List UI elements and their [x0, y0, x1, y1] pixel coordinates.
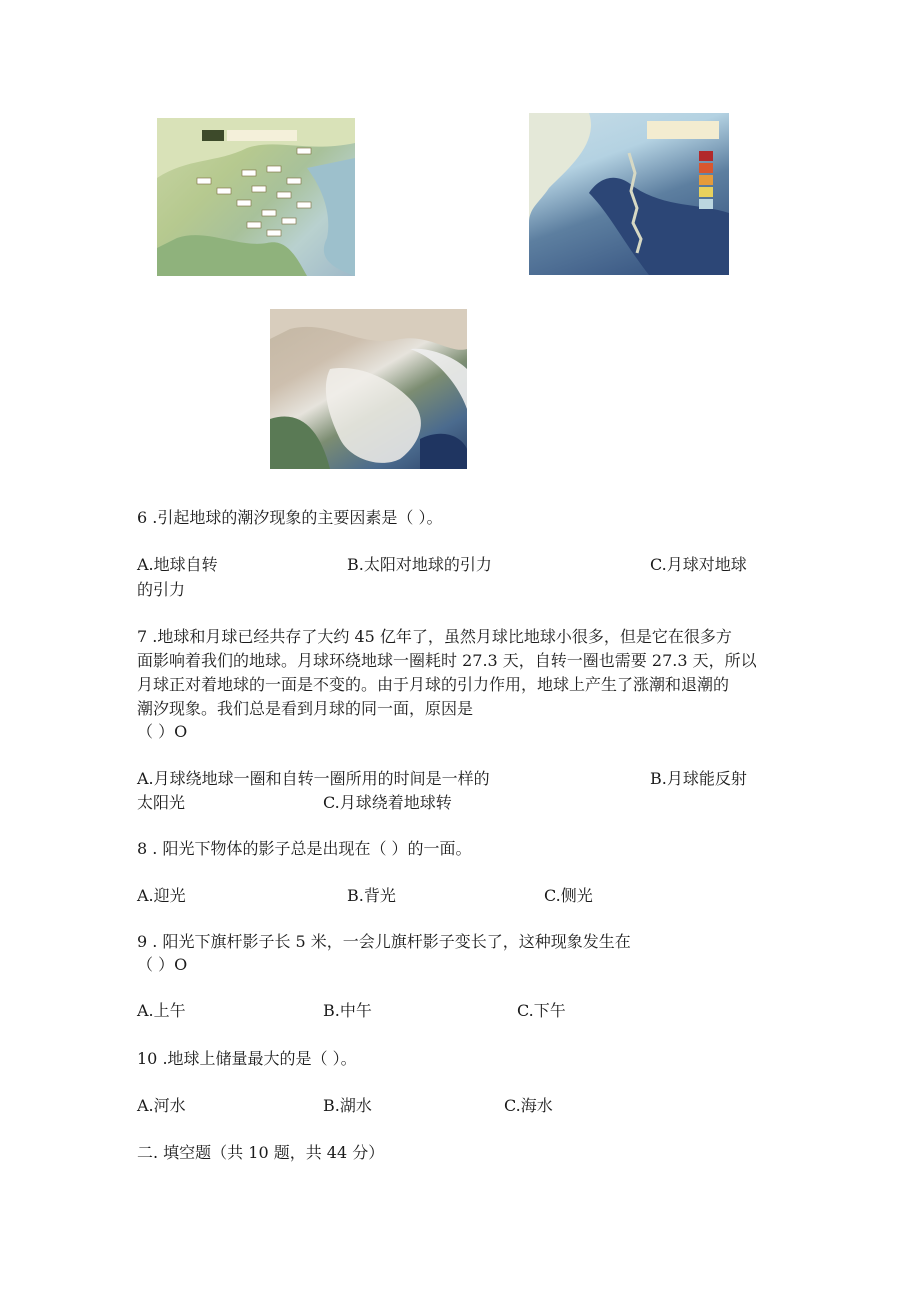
- ocean-map-drawing: [529, 113, 729, 275]
- question-10-stem: 10 .地球上储量最大的是（ ）。: [137, 1049, 357, 1068]
- question-6-option-c[interactable]: C.月球对地球: [650, 555, 747, 574]
- question-6-option-c-continued: 的引力: [137, 580, 186, 599]
- question-7-line-4: 潮汐现象。我们总是看到月球的同一面，原因是: [137, 699, 474, 718]
- question-10-option-c[interactable]: C.海水: [504, 1096, 553, 1115]
- question-7-line-1: 7 .地球和月球已经共存了大约 45 亿年了，虽然月球比地球小很多，但是它在很多方: [137, 627, 732, 646]
- question-8-stem: 8 . 阳光下物体的影子总是出现在（ ）的一面。: [137, 839, 472, 858]
- question-9-option-a[interactable]: A.上午: [137, 1001, 186, 1020]
- weather-map-drawing: [157, 118, 355, 276]
- question-8-option-b[interactable]: B.背光: [347, 886, 396, 905]
- question-6-option-a[interactable]: A.地球自转: [137, 555, 218, 574]
- question-6-stem: 6 .引起地球的潮汐现象的主要因素是（ ）。: [137, 508, 443, 527]
- question-8-option-a[interactable]: A.迎光: [137, 886, 186, 905]
- weather-forecast-map: [157, 118, 355, 276]
- question-7-line-2: 面影响着我们的地球。月球环绕地球一圈耗时 27.3 天，自转一圈也需要 27.3 天，所以: [137, 651, 757, 670]
- question-8-option-c[interactable]: C.侧光: [544, 886, 593, 905]
- question-10-option-a[interactable]: A.河水: [137, 1096, 186, 1115]
- question-7-option-b[interactable]: B.月球能反射: [650, 769, 747, 788]
- question-9-option-b[interactable]: B.中午: [323, 1001, 372, 1020]
- question-6-option-b[interactable]: B.太阳对地球的引力: [347, 555, 492, 574]
- question-7-option-a[interactable]: A.月球绕地球一圈和自转一圈所用的时间是一样的: [137, 769, 490, 788]
- ocean-temperature-map: [529, 113, 729, 275]
- question-9-answer-blank: （ ）O: [137, 955, 188, 974]
- question-7-answer-blank: （ ）O: [137, 722, 188, 741]
- satellite-cloud-image: [270, 309, 467, 469]
- section-heading-fill-in-blanks: 二. 填空题（共 10 题，共 44 分）: [137, 1143, 385, 1162]
- question-7-option-b-continued: 太阳光: [137, 793, 186, 812]
- question-7-line-3: 月球正对着地球的一面是不变的。由于月球的引力作用，地球上产生了涨潮和退潮的: [137, 675, 730, 694]
- satellite-image-drawing: [270, 309, 467, 469]
- question-7-option-c[interactable]: C.月球绕着地球转: [323, 793, 452, 812]
- question-9-stem: 9 . 阳光下旗杆影子长 5 米，一会儿旗杆影子变长了，这种现象发生在: [137, 932, 631, 951]
- question-10-option-b[interactable]: B.湖水: [323, 1096, 372, 1115]
- question-9-option-c[interactable]: C.下午: [517, 1001, 566, 1020]
